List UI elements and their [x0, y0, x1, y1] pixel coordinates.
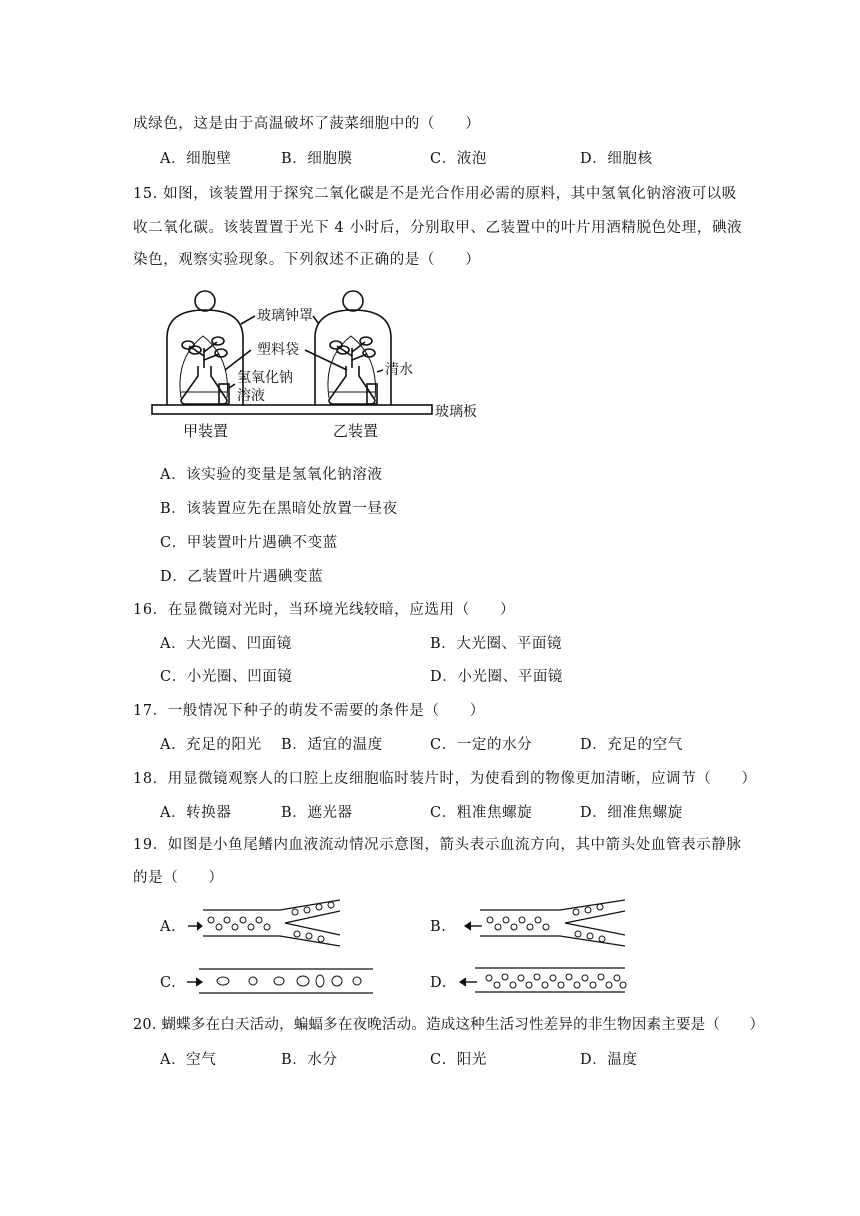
- q20-stem: 20. 蝴蝶多在白天活动，蝙蝠多在夜晚活动。造成这种生活习性差异的非生物因素主要是（ ）: [133, 1017, 765, 1033]
- q16-option-a: A．大光圈、凹面镜: [160, 636, 292, 652]
- bell-jar-a-knob: [195, 291, 215, 311]
- q18-option-d: D．细准焦螺旋: [580, 805, 683, 821]
- q18-option-c: C．粗准焦螺旋: [430, 805, 533, 821]
- flask-b-shape: [329, 366, 375, 404]
- bell-jar-a-shape: [167, 310, 243, 405]
- q15-stem-line-3: 染色，观察实验现象。下列叙述不正确的是（ ）: [133, 252, 481, 268]
- q17-option-b: B．适宜的温度: [281, 737, 383, 753]
- q15-option-b: B．该装置应先在黑暗处放置一昼夜: [160, 501, 398, 517]
- q20-option-a: A．空气: [160, 1052, 217, 1068]
- q14-option-c: C．液泡: [430, 151, 487, 167]
- q18-stem: 18．用显微镜观察人的口腔上皮细胞临时装片时，为使看到的物像更加清晰，应调节（ ）: [133, 771, 757, 787]
- q15-option-c: C．甲装置叶片遇碘不变蓝: [160, 535, 338, 551]
- label-glass-plate: 玻璃板: [435, 404, 477, 420]
- label-naoh-2: 溶液: [237, 388, 265, 404]
- q20-option-c: C．阳光: [430, 1052, 487, 1068]
- q19-stem-line-2: 的是（ ）: [133, 870, 224, 886]
- q19-option-b-label: B.: [430, 919, 447, 935]
- label-naoh-1: 氢氧化钠: [237, 370, 293, 386]
- q14-option-b: B．细胞膜: [281, 151, 353, 167]
- label-device-a: 甲装置: [183, 422, 229, 440]
- label-water: 清水: [385, 362, 413, 378]
- flask-a-shape: [181, 366, 227, 404]
- q17-stem: 17．一般情况下种子的萌发不需要的条件是（ ）: [133, 703, 485, 719]
- q18-option-a: A．转换器: [160, 805, 232, 821]
- q20-option-b: B．水分: [281, 1052, 338, 1068]
- q14-option-d: D．细胞核: [580, 151, 653, 167]
- q15-stem-line-2: 收二氧化碳。该装置置于光下 4 小时后，分别取甲、乙装置中的叶片用酒精脱色处理，碘液: [133, 220, 743, 236]
- label-bell-jar: 玻璃钟罩: [257, 308, 313, 324]
- q19-vessel-a: [185, 898, 345, 948]
- q16-stem: 16．在显微镜对光时，当环境光线较暗，应选用（ ）: [133, 602, 516, 618]
- label-device-b: 乙装置: [333, 422, 379, 440]
- q19-option-d-label: D.: [430, 975, 447, 991]
- q16-option-c: C．小光圈、凹面镜: [160, 669, 293, 685]
- q19-vessel-d: [455, 964, 630, 996]
- q19-stem-line-1: 19．如图是小鱼尾鳍内血液流动情况示意图，箭头表示血流方向，其中箭头处血管表示静脉: [133, 837, 742, 853]
- q17-option-d: D．充足的空气: [580, 737, 683, 753]
- label-plastic-bag: 塑料袋: [257, 342, 299, 358]
- q16-option-d: D．小光圈、平面镜: [430, 669, 564, 685]
- q19-vessel-b: [460, 898, 630, 948]
- q19-option-c-label: C.: [160, 975, 177, 991]
- q15-option-d: D．乙装置叶片遇碘变蓝: [160, 569, 324, 585]
- q17-option-c: C．一定的水分: [430, 737, 533, 753]
- q19-option-a-label: A.: [160, 919, 177, 935]
- q19-vessel-c: [185, 966, 375, 996]
- bell-jar-b-shape: [315, 310, 391, 405]
- q14-stem-tail: 成绿色，这是由于高温破坏了菠菜细胞中的（ ）: [133, 116, 481, 132]
- q15-stem-line-1: 15. 如图，该装置用于探究二氧化碳是不是光合作用必需的原料，其中氢氧化钠溶液可以吸: [133, 186, 737, 202]
- q17-option-a: A．充足的阳光: [160, 737, 262, 753]
- q14-option-a: A．细胞壁: [160, 151, 232, 167]
- glass-plate-shape: [152, 405, 432, 414]
- q16-option-b: B．大光圈、平面镜: [430, 636, 563, 652]
- q20-option-d: D．温度: [580, 1052, 638, 1068]
- q18-option-b: B．遮光器: [281, 805, 353, 821]
- q15-experiment-figure: [145, 288, 490, 446]
- q15-option-a: A．该实验的变量是氢氧化钠溶液: [160, 467, 383, 483]
- bell-jar-b-knob: [343, 291, 363, 311]
